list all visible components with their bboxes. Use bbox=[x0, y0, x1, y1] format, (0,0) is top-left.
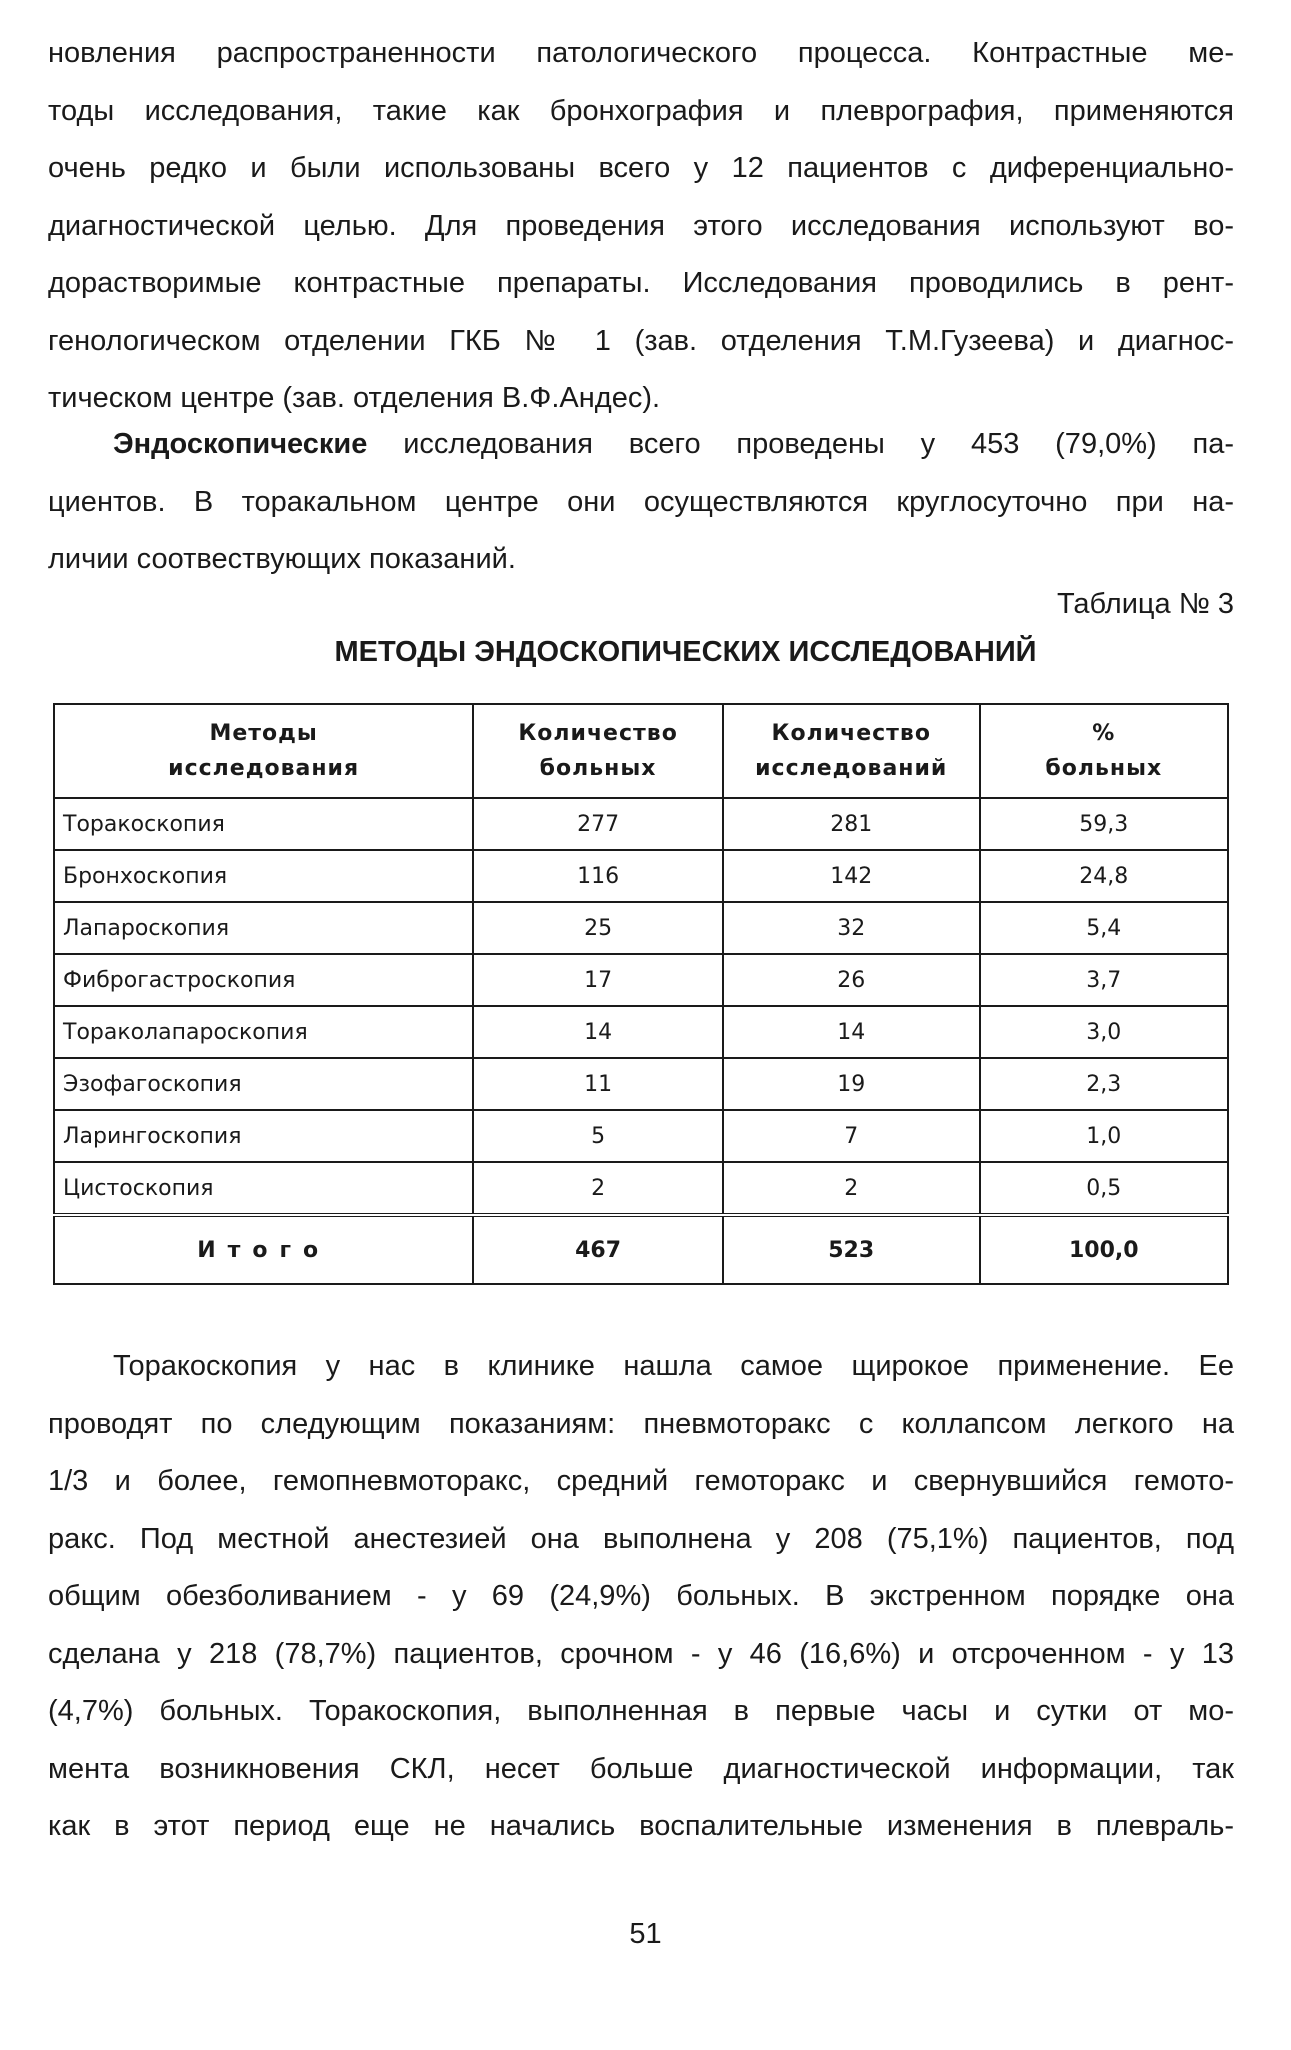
text-line: ракс. Под местной анестезией она выполнена у 208 (75,1%) пациентов, под bbox=[48, 1522, 1234, 1555]
table-row bbox=[54, 1162, 1228, 1215]
text-line: тоды исследования, такие как бронхография и плеврография, применяются bbox=[48, 94, 1234, 127]
text-line: как в этот период еще не начались воспалительные изменения в плевраль- bbox=[48, 1810, 1234, 1842]
cell-studies: 7 bbox=[723, 1110, 980, 1162]
page-number: 51 bbox=[629, 1918, 662, 1950]
text-line: (4,7%) больных. Торакоскопия, выполненная в первые часы и сутки от мо- bbox=[48, 1695, 1234, 1727]
text-line: Торакоскопия у нас в клинике нашла самое щирокое применение. Ее bbox=[113, 1350, 1234, 1382]
text-line: мента возникновения СКЛ, несет больше диагностической информации, так bbox=[48, 1752, 1234, 1785]
cell-patients: 277 bbox=[473, 798, 723, 850]
cell-percent: 1,0 bbox=[980, 1110, 1228, 1162]
cell-patients: 5 bbox=[473, 1110, 723, 1162]
cell-studies: 142 bbox=[723, 850, 980, 902]
text-line bbox=[48, 416, 1234, 474]
text-fragment: исследования всего проведены у 453 (79,0%) па- bbox=[367, 428, 1234, 460]
paragraph-contrast-methods bbox=[48, 25, 1234, 428]
table-caption: Таблица № 3 bbox=[1056, 588, 1234, 620]
cell-method: Эзофагоскопия bbox=[54, 1058, 473, 1110]
table-title: МЕТОДЫ ЭНДОСКОПИЧЕСКИХ ИССЛЕДОВАНИЙ bbox=[334, 636, 1037, 668]
cell-percent: 3,7 bbox=[980, 954, 1228, 1006]
cell-total-studies: 523 bbox=[723, 1215, 980, 1284]
cell-patients: 116 bbox=[473, 850, 723, 902]
cell-percent: 3,0 bbox=[980, 1006, 1228, 1058]
text-line: 1/3 и более, гемопневмоторакс, средний гемоторакс и свернувшийся гемото- bbox=[48, 1465, 1234, 1497]
cell-studies: 19 bbox=[723, 1058, 980, 1110]
table-total-row bbox=[54, 1215, 1228, 1284]
table-row bbox=[54, 1058, 1228, 1110]
cell-patients: 25 bbox=[473, 902, 723, 954]
cell-method: Тораколапароскопия bbox=[54, 1006, 473, 1058]
cell-percent: 59,3 bbox=[980, 798, 1228, 850]
cell-studies: 32 bbox=[723, 902, 980, 954]
cell-studies: 2 bbox=[723, 1162, 980, 1215]
text-line: генологическом отделении ГКБ № 1 (зав. отделения Т.М.Гузеева) и диагнос- bbox=[48, 324, 1234, 357]
cell-percent: 2,3 bbox=[980, 1058, 1228, 1110]
table-row bbox=[54, 798, 1228, 850]
text-line: новления распространенности патологического процесса. Контрастные ме- bbox=[48, 37, 1234, 69]
cell-studies: 26 bbox=[723, 954, 980, 1006]
table-row bbox=[54, 850, 1228, 902]
cell-patients: 17 bbox=[473, 954, 723, 1006]
cell-studies: 14 bbox=[723, 1006, 980, 1058]
cell-patients: 14 bbox=[473, 1006, 723, 1058]
cell-method: Лапароскопия bbox=[54, 902, 473, 954]
cell-method: Ларингоскопия bbox=[54, 1110, 473, 1162]
header-patients-count: Количество больных bbox=[473, 704, 723, 798]
cell-percent: 5,4 bbox=[980, 902, 1228, 954]
cell-method: Бронхоскопия bbox=[54, 850, 473, 902]
cell-total-patients: 467 bbox=[473, 1215, 723, 1284]
cell-method: Цистоскопия bbox=[54, 1162, 473, 1215]
text-line: очень редко и были использованы всего у 12 пациентов с диференциально- bbox=[48, 152, 1234, 184]
header-method: Методы исследования bbox=[54, 704, 473, 798]
header-studies-count: Количество исследований bbox=[723, 704, 980, 798]
header-percent-patients: % больных bbox=[980, 704, 1228, 798]
text-line: тическом центре (зав. отделения В.Ф.Андес). bbox=[48, 382, 661, 414]
text-line: проводят по следующим показаниям: пневмоторакс с коллапсом легкого на bbox=[48, 1407, 1234, 1440]
cell-method: Торакоскопия bbox=[54, 798, 473, 850]
cell-patients: 2 bbox=[473, 1162, 723, 1215]
table-row bbox=[54, 1110, 1228, 1162]
endoscopy-methods-table bbox=[53, 703, 1229, 1285]
table-row bbox=[54, 1006, 1228, 1058]
cell-percent: 24,8 bbox=[980, 850, 1228, 902]
text-line: сделана у 218 (78,7%) пациентов, срочном - у 46 (16,6%) и отсроченном - у 13 bbox=[48, 1637, 1234, 1670]
table-header-row bbox=[54, 704, 1228, 798]
table-row bbox=[54, 954, 1228, 1006]
cell-studies: 281 bbox=[723, 798, 980, 850]
text-line: дорастворимые контрастные препараты. Исследования проводились в рент- bbox=[48, 267, 1234, 299]
bold-term: Эндоскопические bbox=[113, 428, 368, 460]
cell-percent: 0,5 bbox=[980, 1162, 1228, 1215]
text-line: циентов. В торакальном центре они осуществляются круглосуточно при на- bbox=[48, 485, 1234, 518]
text-line: общим обезболиванием - у 69 (24,9%) больных. В экстренном порядке она bbox=[48, 1580, 1234, 1612]
cell-method: Фиброгастроскопия bbox=[54, 954, 473, 1006]
cell-patients: 11 bbox=[473, 1058, 723, 1110]
cell-total-percent: 100,0 bbox=[980, 1215, 1228, 1284]
paragraph-thoracoscopy bbox=[48, 1338, 1234, 1856]
text-line: личии соотвествующих показаний. bbox=[48, 543, 516, 575]
text-line: диагностической целью. Для проведения этого исследования используют во- bbox=[48, 209, 1234, 242]
table-row bbox=[54, 902, 1228, 954]
paragraph-endoscopic bbox=[48, 416, 1234, 589]
cell-total-label: Итого bbox=[54, 1215, 473, 1284]
